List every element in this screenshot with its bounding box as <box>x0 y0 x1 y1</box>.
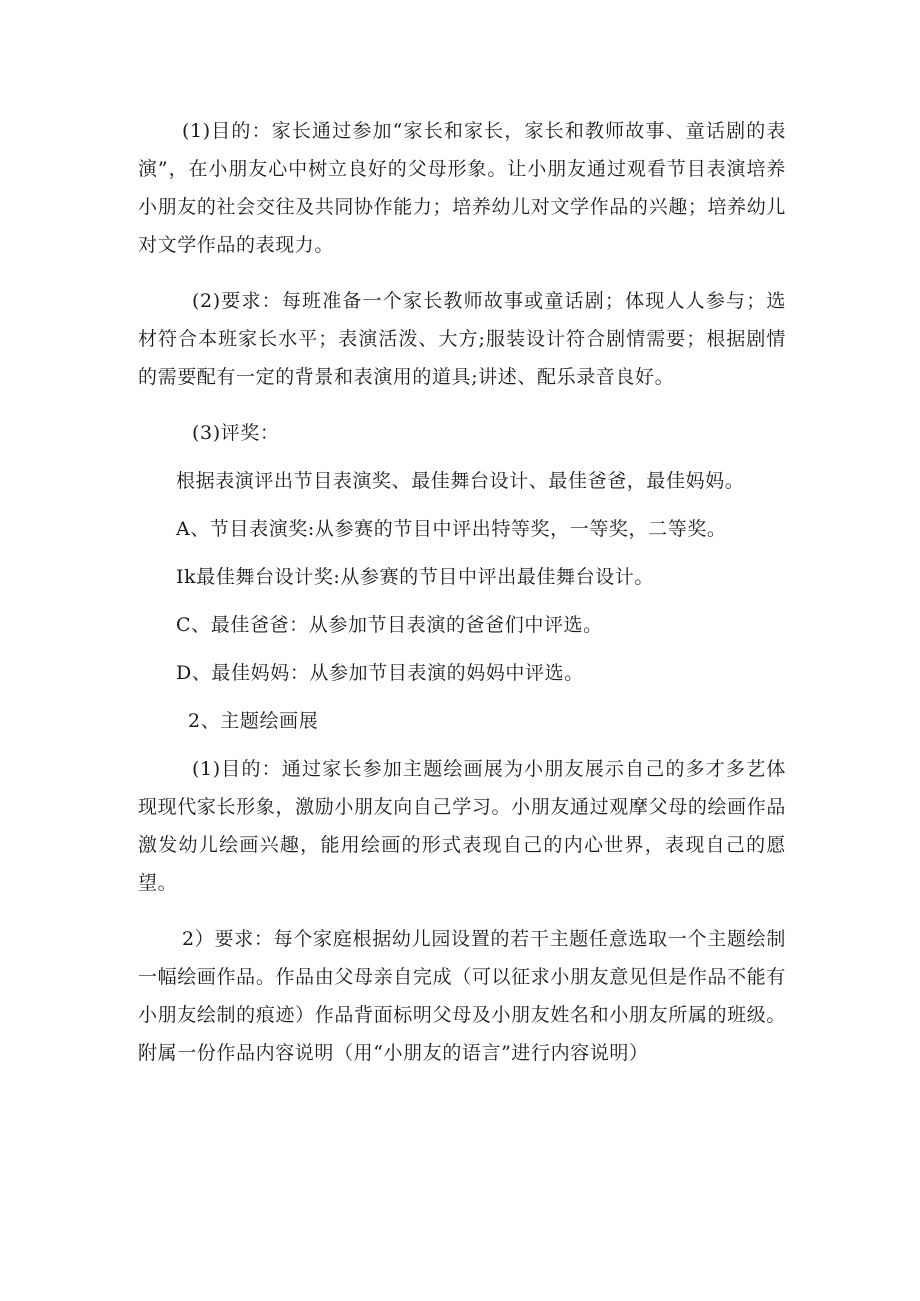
awards-summary: 根据表演评出节目表演奖、最佳舞台设计、最佳爸爸，最佳妈妈。 <box>176 470 745 492</box>
document-page <box>138 112 786 1072</box>
painting-purpose-paragraph: (1)目的：通过家长参加主题绘画展为小朋友展示自己的多才多艺体现现代家长形象，激励小朋友向自己学习。小朋友通过观摩父母的绘画作品激发幼儿绘画兴趣，能用绘画的形式表现自己的内心世界，表现自己的愿望。 <box>138 758 786 894</box>
requirements-paragraph: (2)要求：每班准备一个家长教师故事或童话剧；体现人人参与；选材符合本班家长水平；表演活泼、大方;服装设计符合剧情需要；根据剧情的需要配有一定的背景和表演用的道具;讲述、配乐录音良好。 <box>138 290 786 388</box>
section-heading-painting: 2、主题绘画展 <box>188 710 319 732</box>
award-item-c: C、最佳爸爸：从参加节目表演的爸爸们中评选。 <box>176 614 603 636</box>
award-item-d: D、最佳妈妈：从参加节目表演的妈妈中评选。 <box>176 662 584 684</box>
awards-heading: (3)评奖： <box>192 422 280 444</box>
purpose-paragraph: (1)目的：家长通过参加“家长和家长，家长和教师故事、童话剧的表演”，在小朋友心中树立良好的父母形象。让小朋友通过观看节目表演培养小朋友的社会交往及共同协作能力；培养幼儿对文学作品的兴趣；培养幼儿对文学作品的表现力。 <box>138 120 786 256</box>
award-item-b: Ik最佳舞台设计奖:从参赛的节目中评出最佳舞台设计。 <box>176 566 655 588</box>
painting-requirements-paragraph: 2）要求：每个家庭根据幼儿园设置的若干主题任意选取一个主题绘制一幅绘画作品。作品由父母亲自完成（可以征求小朋友意见但是作品不能有小朋友绘制的痕迹）作品背面标明父母及小朋友姓名和小朋友所属的班级。附属一份作品内容说明（用“小朋友的语言”进行内容说明） <box>138 928 786 1064</box>
award-item-a: A、节目表演奖:从参赛的节目中评出特等奖，一等奖，二等奖。 <box>176 518 727 540</box>
